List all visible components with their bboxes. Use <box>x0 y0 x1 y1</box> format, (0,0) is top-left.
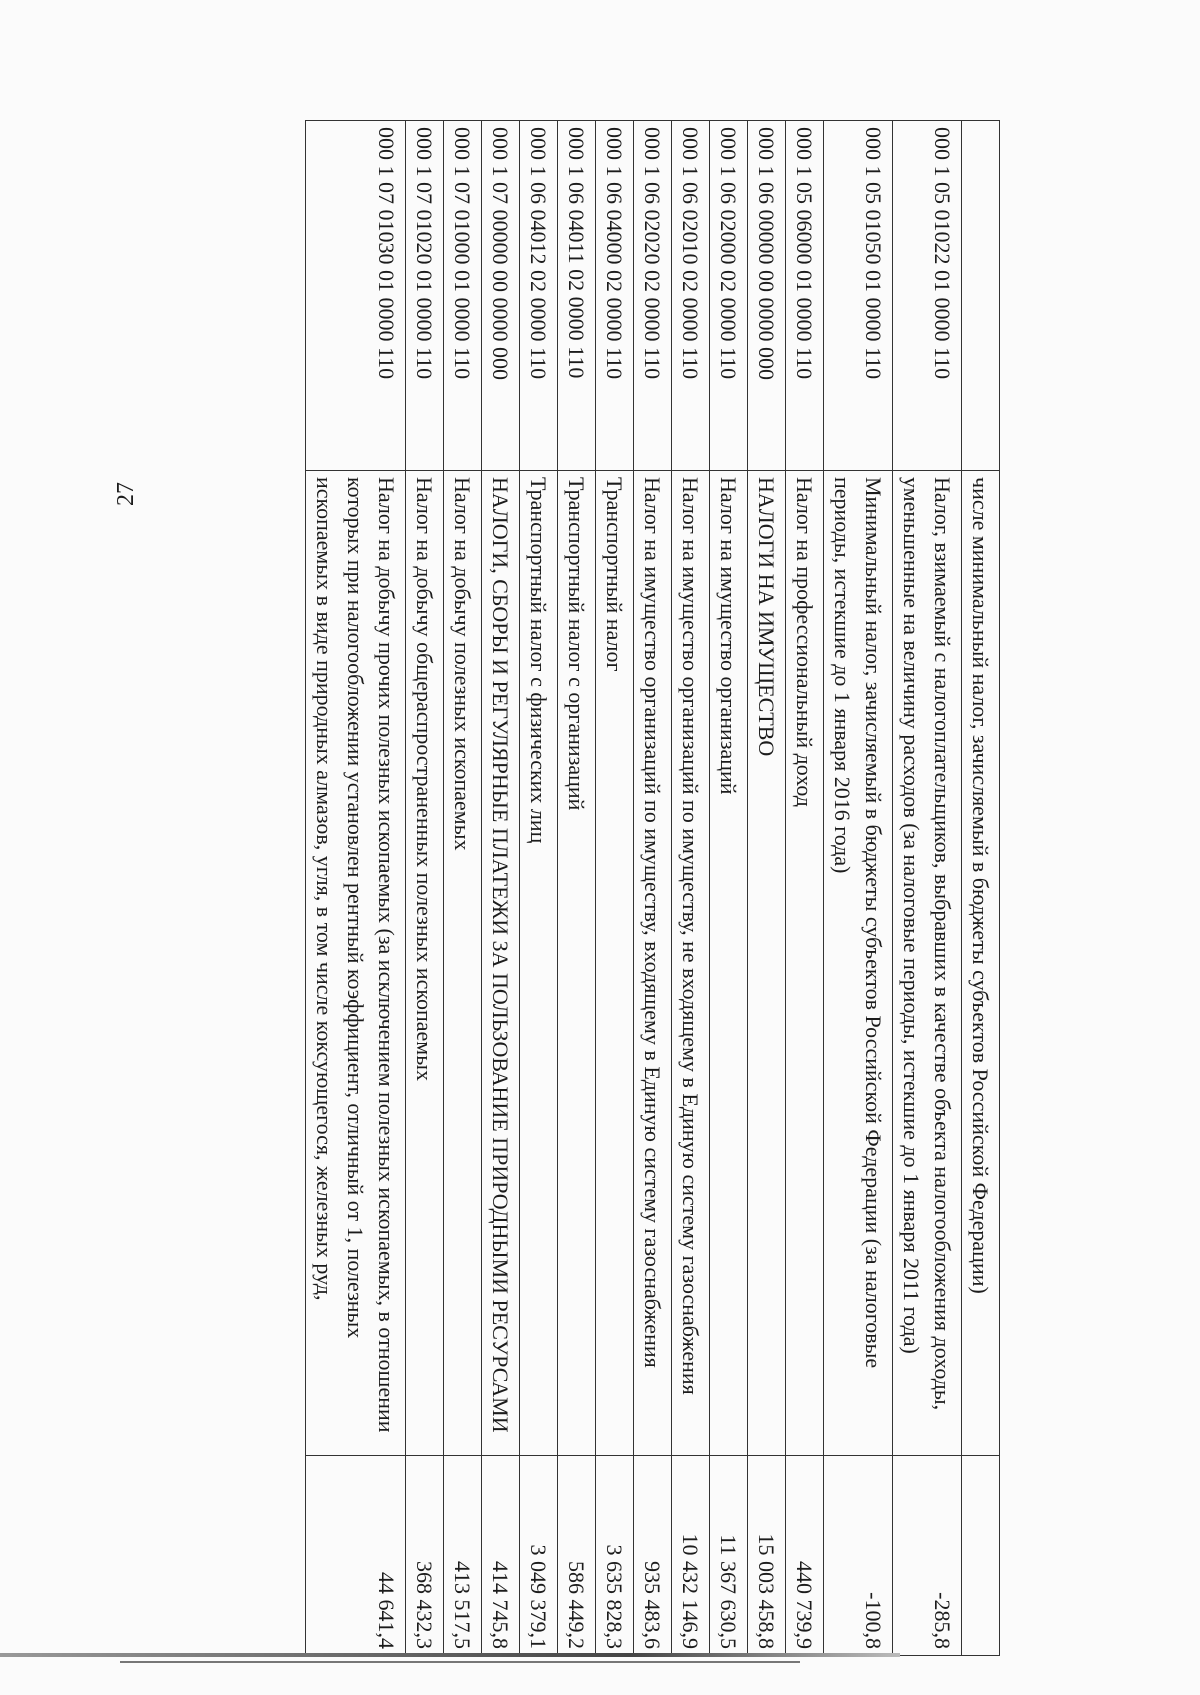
amount-cell: 10 432 146,9 <box>672 1456 710 1656</box>
scan-edge-line <box>0 1653 900 1657</box>
table-row <box>786 121 824 1656</box>
table-row <box>748 121 786 1656</box>
code-cell: 000 1 05 01050 01 0000 110 <box>824 121 893 471</box>
amount-cell: 11 367 630,5 <box>710 1456 748 1656</box>
name-cell: Налог на имущество организаций по имуществу, не входящему в Единую систему газоснабжения <box>672 471 710 1456</box>
amount-cell: 586 449,2 <box>558 1456 596 1656</box>
code-cell <box>962 121 1000 471</box>
name-cell: Налог на имущество организаций по имуществу, входящему в Единую систему газоснабжения <box>634 471 672 1456</box>
amount-cell: -100,8 <box>824 1456 893 1656</box>
table-row <box>824 121 893 1656</box>
name-cell: Минимальный налог, зачисляемый в бюджеты субъектов Российской Федерации (за налоговые периоды, истекшие до 1 января 2016 года) <box>824 471 893 1456</box>
amount-cell: 3 049 379,1 <box>520 1456 558 1656</box>
table-row <box>520 121 558 1656</box>
name-cell: Налог на профессиональный доход <box>786 471 824 1456</box>
code-cell: 000 1 07 01020 01 0000 110 <box>406 121 444 471</box>
code-cell: 000 1 05 06000 01 0000 110 <box>786 121 824 471</box>
code-cell: 000 1 06 04000 02 0000 110 <box>596 121 634 471</box>
code-cell: 000 1 06 00000 00 0000 000 <box>748 121 786 471</box>
name-cell: Налог на добычу общераспространенных полезных ископаемых <box>406 471 444 1456</box>
table-row <box>893 121 962 1656</box>
name-cell: числе минимальный налог, зачисляемый в бюджеты субъектов Российской Федерации) <box>962 471 1000 1456</box>
code-cell: 000 1 06 02000 02 0000 110 <box>710 121 748 471</box>
code-cell: 000 1 07 01000 01 0000 110 <box>444 121 482 471</box>
code-cell: 000 1 06 04012 02 0000 110 <box>520 121 558 471</box>
table-row <box>406 121 444 1656</box>
code-cell: 000 1 06 04011 02 0000 110 <box>558 121 596 471</box>
name-cell: Транспортный налог с организаций <box>558 471 596 1456</box>
table-row <box>482 121 520 1656</box>
code-cell: 000 1 06 02010 02 0000 110 <box>672 121 710 471</box>
table-row <box>672 121 710 1656</box>
code-cell: 000 1 07 01030 01 0000 110 <box>306 121 406 471</box>
amount-cell <box>962 1456 1000 1656</box>
name-cell: Налог на добычу прочих полезных ископаемых (за исключением полезных ископаемых, в отношении которых при налогообложении установлен рентный коэффициент, отличный от 1, полезных ископаемых в виде природных алмазов, угля, в том числе коксующегося, железных руд, <box>306 471 406 1456</box>
budget-table <box>305 120 1000 1656</box>
page-number: 27 <box>113 482 139 506</box>
amount-cell: 935 483,6 <box>634 1456 672 1656</box>
table-row <box>306 121 406 1656</box>
table-row <box>634 121 672 1656</box>
amount-cell: 15 003 458,8 <box>748 1456 786 1656</box>
scan-edge-line <box>120 1661 800 1663</box>
name-cell: НАЛОГИ, СБОРЫ И РЕГУЛЯРНЫЕ ПЛАТЕЖИ ЗА ПОЛЬЗОВАНИЕ ПРИРОДНЫМИ РЕСУРСАМИ <box>482 471 520 1456</box>
table-row <box>596 121 634 1656</box>
name-cell: Налог, взимаемый с налогоплательщиков, выбравших в качестве объекта налогообложения доходы, уменьшенные на величину расходов (за налоговые периоды, истекшие до 1 января 2011 года) <box>893 471 962 1456</box>
code-cell: 000 1 06 02020 02 0000 110 <box>634 121 672 471</box>
code-cell: 000 1 05 01022 01 0000 110 <box>893 121 962 471</box>
amount-cell: 44 641,4 <box>306 1456 406 1656</box>
rotated-table-wrapper <box>200 120 1000 1655</box>
table-row <box>444 121 482 1656</box>
amount-cell: 413 517,5 <box>444 1456 482 1656</box>
name-cell: Транспортный налог с физических лиц <box>520 471 558 1456</box>
amount-cell: 414 745,8 <box>482 1456 520 1656</box>
name-cell: Налог на имущество организаций <box>710 471 748 1456</box>
table-row <box>962 121 1000 1656</box>
name-cell: НАЛОГИ НА ИМУЩЕСТВО <box>748 471 786 1456</box>
name-cell: Налог на добычу полезных ископаемых <box>444 471 482 1456</box>
name-cell: Транспортный налог <box>596 471 634 1456</box>
amount-cell: 3 635 828,3 <box>596 1456 634 1656</box>
table-row <box>558 121 596 1656</box>
code-cell: 000 1 07 00000 00 0000 000 <box>482 121 520 471</box>
amount-cell: -285,8 <box>893 1456 962 1656</box>
amount-cell: 368 432,3 <box>406 1456 444 1656</box>
table-row <box>710 121 748 1656</box>
amount-cell: 440 739,9 <box>786 1456 824 1656</box>
